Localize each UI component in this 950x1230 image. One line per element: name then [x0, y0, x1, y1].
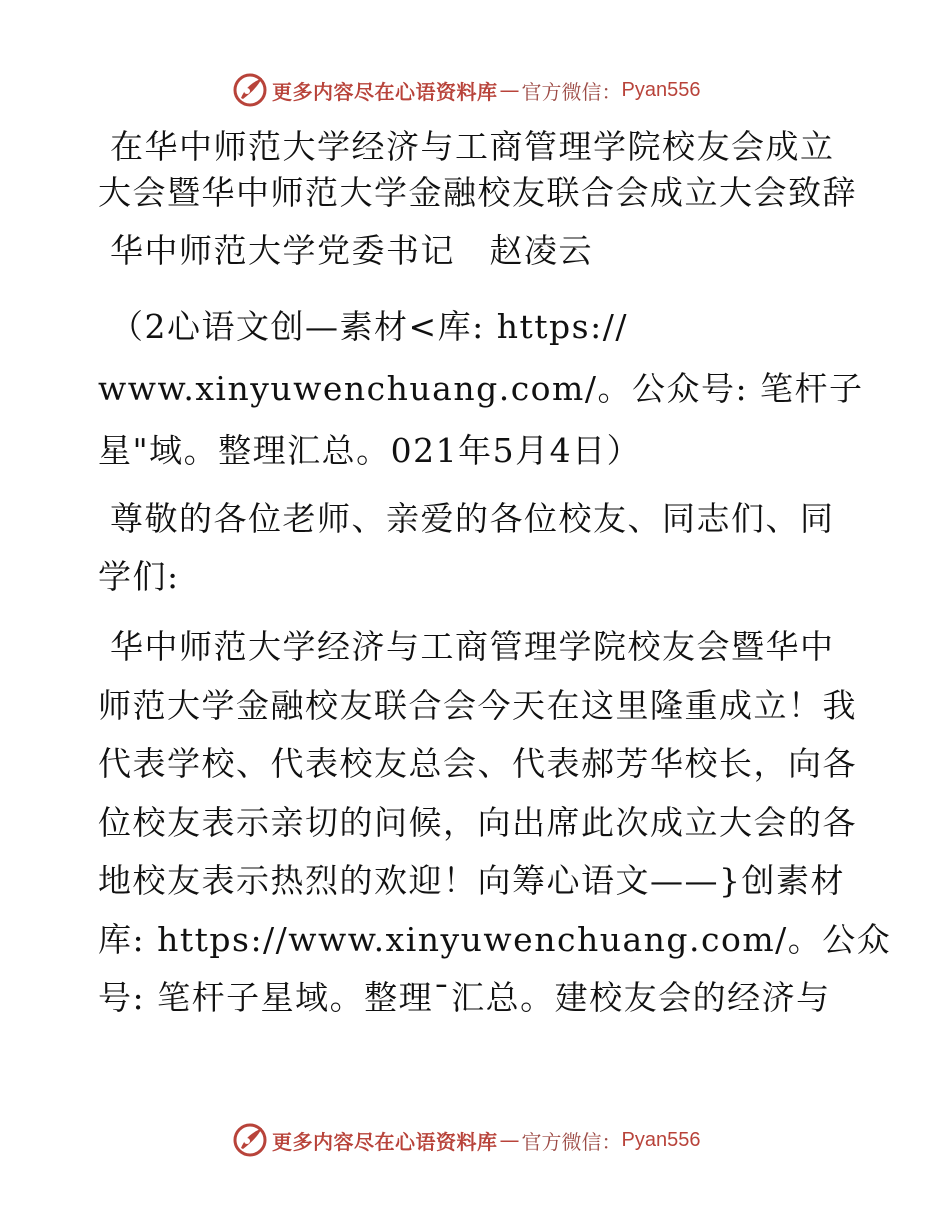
header-banner [0, 70, 950, 110]
banner-wechat-id: Pyan556 [621, 78, 701, 101]
title-line: 在华中师范大学经济与工商管理学院校友会成立 [110, 127, 835, 166]
banner-main-text: 更多内容尽在心语资料库 [272, 1129, 498, 1154]
salutation [98, 490, 858, 606]
document-body [98, 124, 892, 1028]
banner-wechat-label: 官方微信： [521, 1129, 622, 1154]
author-text: 华中师范大学党委书记 赵凌云 [110, 231, 593, 270]
paragraph-line: 号: 笔杆子星域。整理¯汇总。建校友会的经济与 [98, 978, 831, 1017]
document-title [98, 124, 858, 216]
paragraph-line: 代表学校、代表校友总会、代表郝芳华校长，向各 [98, 744, 857, 783]
source-note [98, 296, 864, 482]
brand-logo-icon [232, 1122, 268, 1158]
paragraph-line: 地校友表示热烈的欢迎！向筹心语文——}创素材 [98, 861, 845, 900]
title-line: 大会暨华中师范大学金融校友联合会成立大会致辞 [98, 173, 857, 212]
banner-wechat-label: 官方微信： [521, 79, 622, 104]
paragraph-line: 华中师范大学经济与工商管理学院校友会暨华中 [110, 627, 835, 666]
paragraph-line: 库: https://www.xinyuwenchuang.com/。公众 [98, 919, 892, 959]
body-paragraph [98, 618, 892, 1028]
greeting-line: 学们: [98, 557, 180, 596]
note-line: 星"域。整理汇总。021年5月4日） [98, 431, 642, 470]
banner-dash: — [499, 1128, 520, 1152]
banner-dash: — [499, 78, 520, 102]
banner-main-text: 更多内容尽在心语资料库 [272, 79, 498, 104]
note-line: （2心语文创—素材<库: https:// [110, 307, 628, 346]
author-line [98, 228, 858, 274]
greeting-line: 尊敬的各位老师、亲爱的各位校友、同志们、同 [110, 499, 835, 538]
footer-banner [0, 1120, 950, 1160]
brand-logo-icon [232, 72, 268, 108]
note-line: www.xinyuwenchuang.com/。公众号: 笔杆子 [98, 369, 864, 408]
paragraph-line: 师范大学金融校友联合会今天在这里隆重成立！我 [98, 685, 857, 725]
paragraph-line: 位校友表示亲切的问候，向出席此次成立大会的各 [98, 802, 857, 842]
banner-wechat-id: Pyan556 [621, 1128, 701, 1151]
